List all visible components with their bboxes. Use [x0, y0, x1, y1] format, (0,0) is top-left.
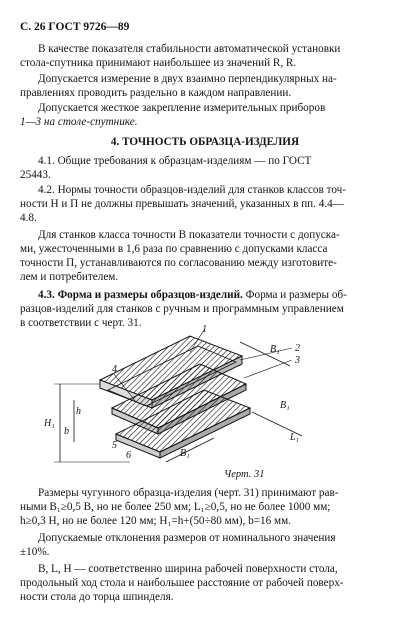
text-line: стола-спутника принимают наибольшее из значений R, R. — [20, 57, 297, 69]
text-line: разцов-изделий для станков с ручным и программным управлением — [20, 303, 344, 315]
text-line: Допускаемые отклонения размеров от номинального значения — [38, 532, 336, 544]
label-h: h — [76, 406, 81, 417]
label-b1-side: B₁ — [280, 400, 290, 411]
text-line: ми, ужесточенными в 1,6 раза по сравнению с допусками класса — [20, 243, 328, 255]
label-l1: L₁ — [290, 432, 300, 443]
label-h1: H₁ — [44, 418, 55, 429]
text-line: Размеры чугунного образца-изделия (черт. 31) принимают рав- — [38, 487, 339, 499]
text-line: правлениях проводить раздельно в каждом направлении. — [20, 87, 292, 99]
label-5: 5 — [112, 440, 117, 451]
text-line: лем и потребителем. — [20, 271, 119, 283]
leader-line — [244, 360, 292, 378]
text-line: ности Н и П не должны превышать значений, указанных в пп. 4.4— — [20, 198, 344, 210]
page-header: С. 26 ГОСТ 9726—89 — [20, 21, 130, 33]
label-2: 2 — [295, 343, 300, 354]
text-line: Для станков класса точности В показатели точности с допуска- — [38, 229, 340, 241]
text-run: Форма и размеры об- — [245, 289, 347, 301]
label-4: 4 — [112, 364, 117, 375]
text-line: ности стола до торца шпинделя. — [20, 591, 174, 603]
label-1: 1 — [202, 324, 207, 335]
figure-caption: Черт. 31 — [224, 469, 265, 480]
text-line: Допускается жесткое закрепление измерительных приборов — [38, 102, 326, 114]
label-b1-bottom: B₁ — [180, 448, 190, 459]
text-line: 25443. — [20, 169, 51, 181]
specimen-drawing — [40, 322, 340, 472]
text-line: ными B₁≥0,5 B, но не более 250 мм; L₁≥0,5, но не более 1000 мм; — [20, 501, 331, 513]
label-3: 3 — [295, 355, 300, 366]
text-line: Допускается измерение в двух взаимно перпендикулярных на- — [38, 73, 337, 85]
label-b1-top: B₁ — [270, 344, 280, 355]
text-line: ±10%. — [20, 546, 50, 558]
label-b: b — [64, 426, 69, 437]
text-line: h≥0,3 H, но не более 120 мм; H₁=h+(50÷80 мм), b=16 мм. — [20, 515, 291, 527]
section-title: 4. ТОЧНОСТЬ ОБРАЗЦА-ИЗДЕЛИЯ — [110, 136, 300, 148]
text-line: 4.1. Общие требования к образцам-изделиям — по ГОСТ — [38, 155, 312, 167]
text-line: в соответствии с черт. 31. — [20, 317, 142, 329]
paragraph-heading: 4.3. Форма и размеры образцов-изделий. — [38, 289, 243, 301]
text-line: продольный ход стола и наибольшее расстояние от рабочей поверх- — [20, 577, 344, 589]
text-line: 4.8. — [20, 212, 37, 224]
text-line: 4.2. Нормы точности образцов-изделий для станков классов точ- — [38, 184, 346, 196]
text-line: В качестве показателя стабильности автоматической установки — [38, 43, 341, 55]
label-6: 6 — [126, 450, 131, 461]
text-line — [20, 289, 392, 302]
text-line: B, L, H — соответственно ширина рабочей поверхности стола, — [38, 563, 338, 575]
text-line: 1—3 на столе-спутнике. — [20, 116, 138, 128]
text-line: точности П, устанавливаются по согласованию между изготовите- — [20, 257, 337, 269]
leader-line — [240, 348, 292, 360]
